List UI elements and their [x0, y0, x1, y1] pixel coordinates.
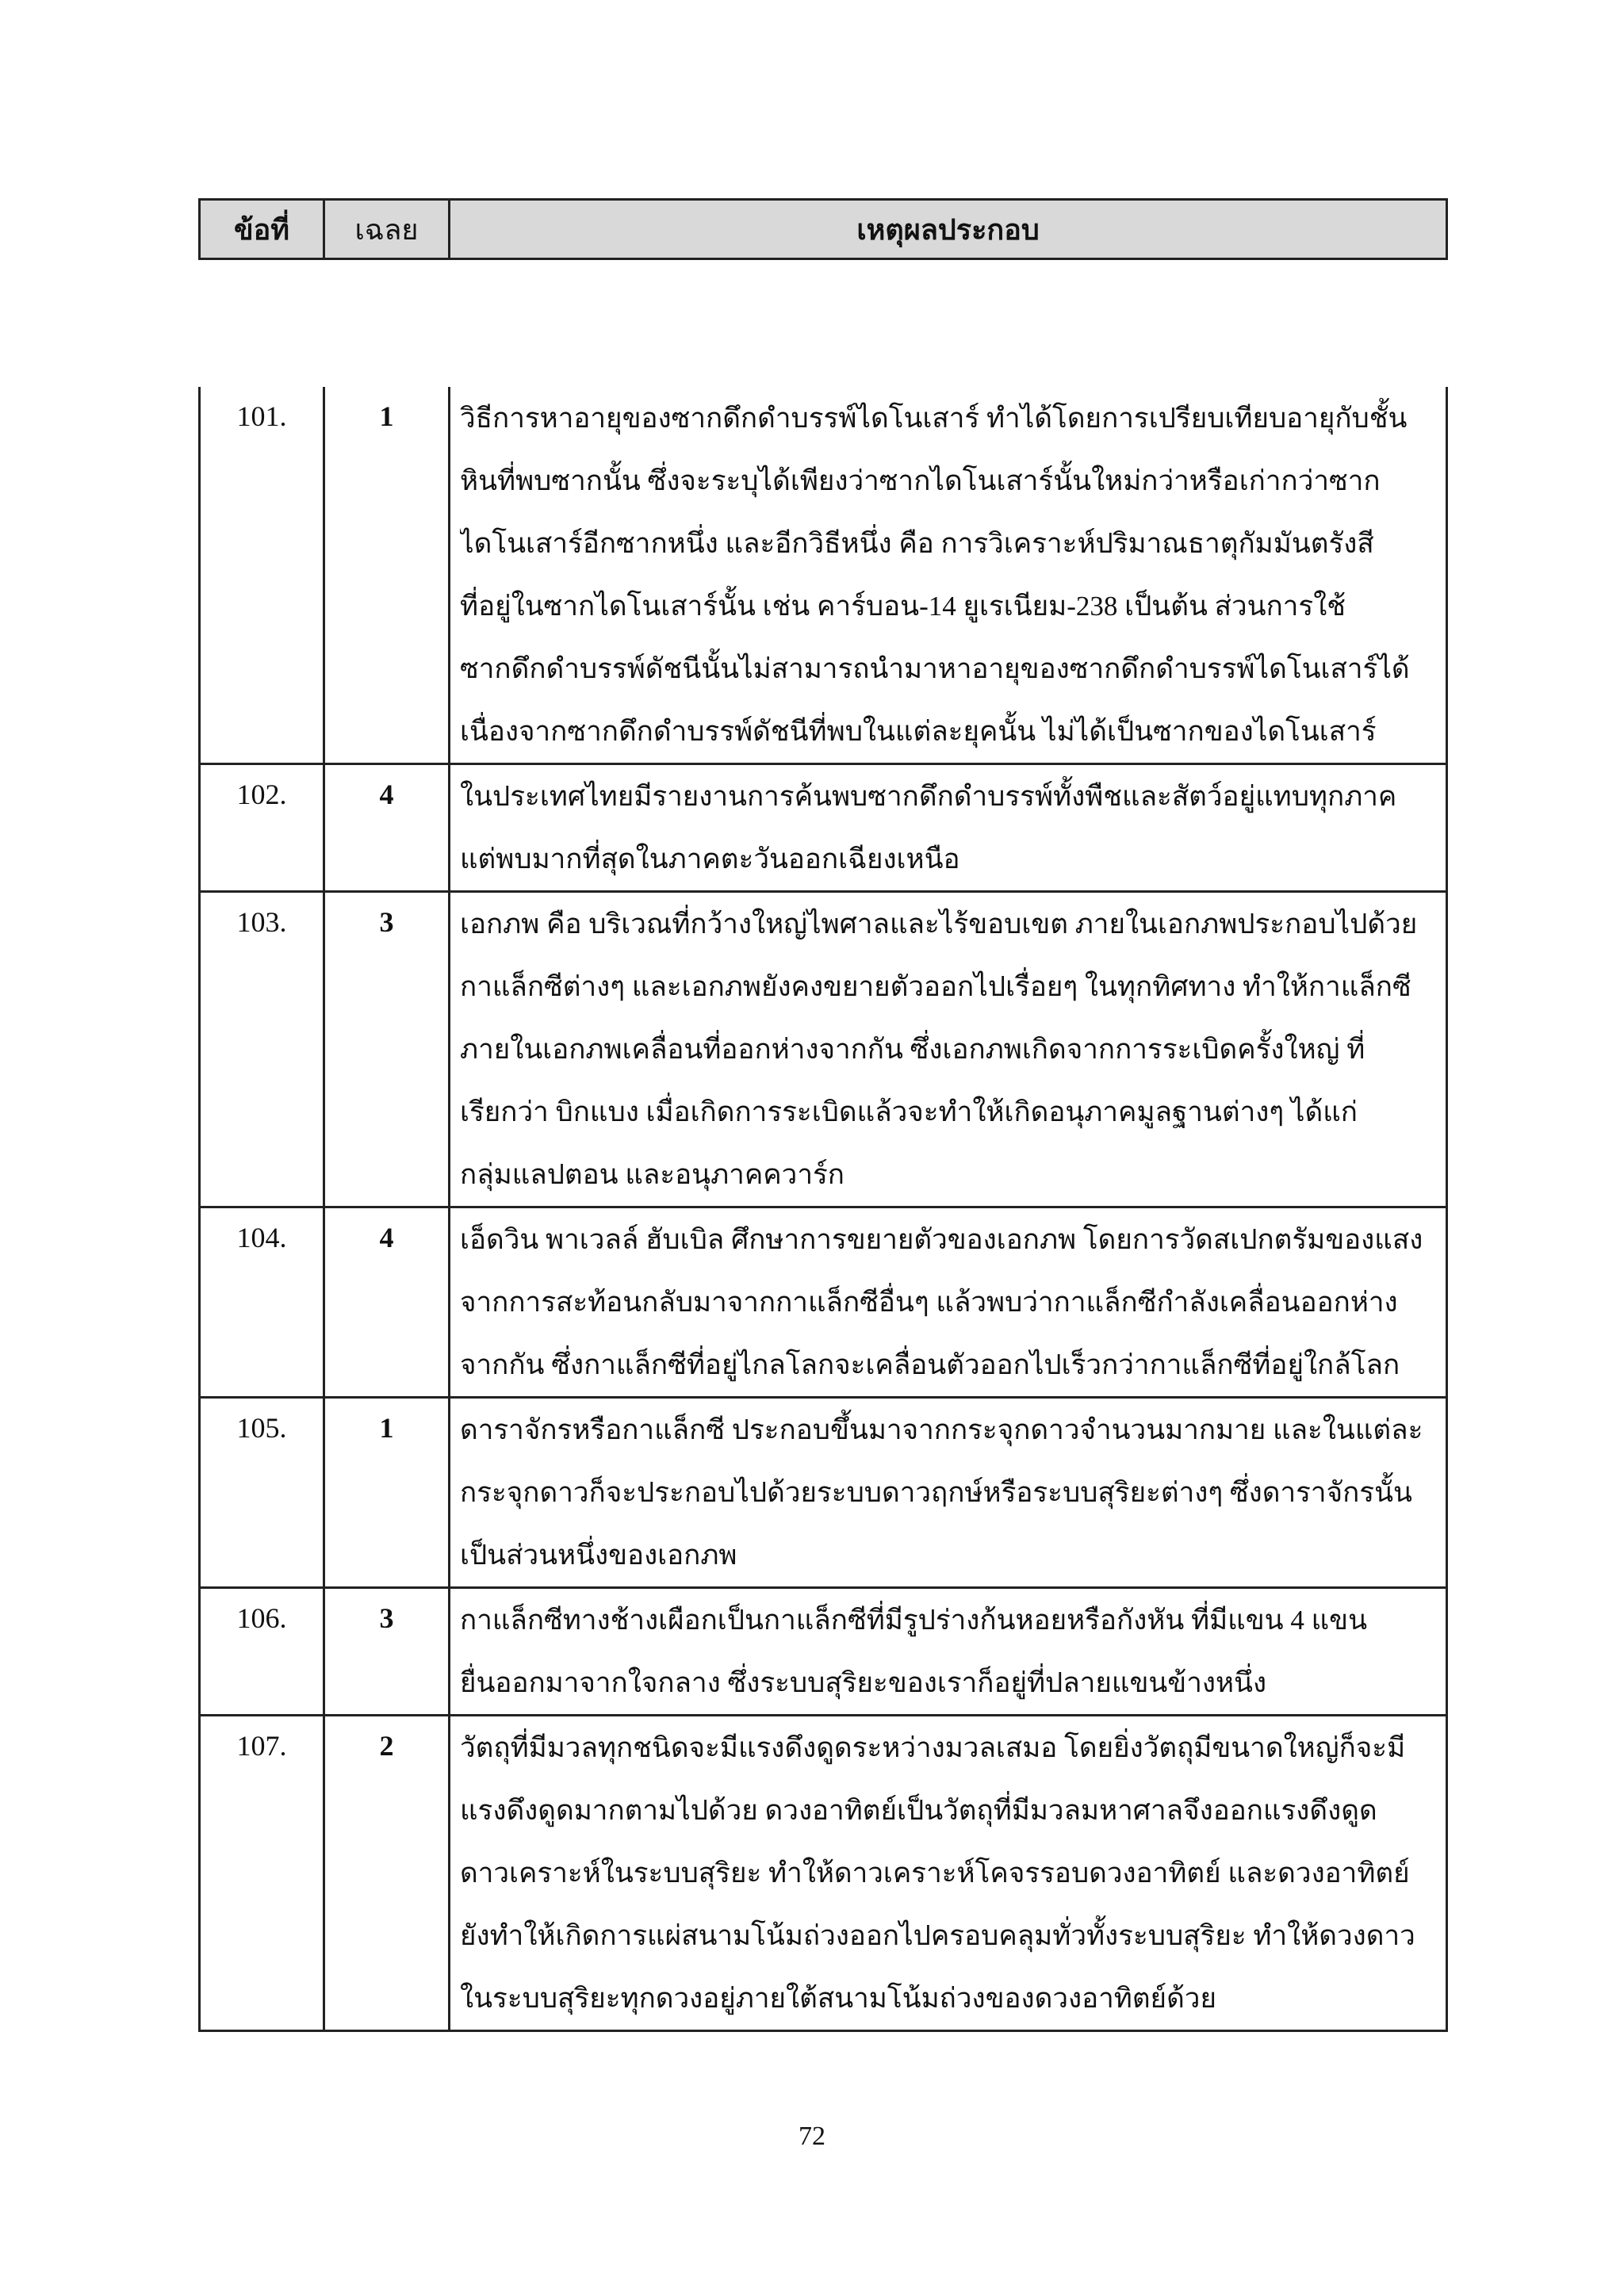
answer-value: 4 [325, 765, 450, 890]
table-row [201, 763, 1446, 890]
reason-line: กลุ่มแลปตอน และอนุภาคควาร์ก [460, 1159, 845, 1190]
reason-line: หินที่พบซากนั้น ซึ่งจะระบุได้เพียงว่าซากไดโนเสาร์นั้นใหม่กว่าหรือเก่ากว่าซาก [460, 465, 1381, 496]
question-number: 104. [201, 1208, 325, 1396]
reason-line: ยื่นออกมาจากใจกลาง ซึ่งระบบสุริยะของเราก็อยู่ที่ปลายแขนข้างหนึ่ง [460, 1667, 1267, 1698]
reason-line: กาแล็กซีต่างๆ และเอกภพยังคงขยายตัวออกไปเรื่อยๆ ในทุกทิศทาง ทำให้กาแล็กซี [460, 971, 1411, 1002]
answer-value: 3 [325, 893, 450, 1206]
table-row [201, 1586, 1446, 1714]
answer-value: 1 [325, 1399, 450, 1586]
reason-line: ดาวเคราะห์ในระบบสุริยะ ทำให้ดาวเคราะห์โคจรรอบดวงอาทิตย์ และดวงอาทิตย์ [460, 1858, 1410, 1888]
reason-line: ยังทำให้เกิดการแผ่สนามโน้มถ่วงออกไปครอบคลุมทั่วทั้งระบบสุริยะ ทำให้ดวงดาว [460, 1920, 1415, 1951]
question-number: 101. [201, 387, 325, 763]
question-number: 103. [201, 893, 325, 1206]
reason-line: วัตถุที่มีมวลทุกชนิดจะมีแรงดึงดูดระหว่างมวลเสมอ โดยยิ่งวัตถุมีขนาดใหญ่ก็จะมี [460, 1732, 1406, 1763]
table-row [201, 387, 1446, 763]
reason-line: ภายในเอกภพเคลื่อนที่ออกห่างจากกัน ซึ่งเอกภพเกิดจากการระเบิดครั้งใหญ่ ที่ [460, 1034, 1365, 1065]
table-row [201, 1396, 1446, 1586]
reason-line: กาแล็กซีทางช้างเผือกเป็นกาแล็กซีที่มีรูปร่างก้นหอยหรือกังหัน ที่มีแขน 4 แขน [460, 1605, 1367, 1636]
answer-value: 4 [325, 1208, 450, 1396]
answer-value: 3 [325, 1589, 450, 1714]
question-number: 105. [201, 1399, 325, 1586]
reason-text [450, 1399, 1446, 1586]
reason-line: เอ็ดวิน พาเวลล์ ฮับเบิล ศึกษาการขยายตัวของเอกภพ โดยการวัดสเปกตรัมของแสง [460, 1224, 1423, 1255]
answer-table [198, 387, 1448, 2032]
question-number: 106. [201, 1589, 325, 1714]
reason-line: เนื่องจากซากดึกดำบรรพ์ดัชนีที่พบในแต่ละยุคนั้น ไม่ได้เป็นซากของไดโนเสาร์ [460, 716, 1377, 747]
reason-text [450, 1589, 1446, 1714]
reason-line: ไดโนเสาร์อีกซากหนึ่ง และอีกวิธีหนึ่ง คือ การวิเคราะห์ปริมาณธาตุกัมมันตรังสี [460, 528, 1374, 559]
page-number: 72 [799, 2122, 825, 2151]
reason-line: เอกภพ คือ บริเวณที่กว้างใหญ่ไพศาลและไร้ขอบเขต ภายในเอกภพประกอบไปด้วย [460, 909, 1418, 939]
reason-line: เป็นส่วนหนึ่งของเอกภพ [460, 1540, 737, 1571]
reason-line: จากการสะท้อนกลับมาจากกาแล็กซีอื่นๆ แล้วพบว่ากาแล็กซีกำลังเคลื่อนออกห่าง [460, 1287, 1398, 1318]
reason-text [450, 1208, 1446, 1396]
reason-line: ที่อยู่ในซากไดโนเสาร์นั้น เช่น คาร์บอน-14 ยูเรเนียม-238 เป็นต้น ส่วนการใช้ [460, 591, 1346, 622]
reason-line: ในระบบสุริยะทุกดวงอยู่ภายใต้สนามโน้มถ่วงของดวงอาทิตย์ด้วย [460, 1983, 1216, 2014]
reason-line: แรงดึงดูดมากตามไปด้วย ดวงอาทิตย์เป็นวัตถุที่มีมวลมหาศาลจึงออกแรงดึงดูด [460, 1795, 1377, 1826]
reason-line: ดาราจักรหรือกาแล็กซี ประกอบขึ้นมาจากกระจุกดาวจำนวนมากมาย และในแต่ละ [460, 1414, 1423, 1445]
reason-text [450, 893, 1446, 1206]
header-number-cell: ข้อที่ [201, 201, 325, 258]
table-row [201, 1714, 1446, 2030]
reason-line: เรียกว่า บิกแบง เมื่อเกิดการระเบิดแล้วจะทำให้เกิดอนุภาคมูลฐานต่างๆ ได้แก่ [460, 1096, 1358, 1127]
reason-line: ในประเทศไทยมีรายงานการค้นพบซากดึกดำบรรพ์ทั้งพืชและสัตว์อยู่แทบทุกภาค [460, 781, 1397, 812]
question-number: 102. [201, 765, 325, 890]
reason-text [450, 765, 1446, 890]
reason-line: จากกัน ซึ่งกาแล็กซีที่อยู่ไกลโลกจะเคลื่อนตัวออกไปเร็วกว่ากาแล็กซีที่อยู่ใกล้โลก [460, 1349, 1400, 1380]
reason-line: แต่พบมากที่สุดในภาคตะวันออกเฉียงเหนือ [460, 844, 960, 874]
reason-line: ซากดึกดำบรรพ์ดัชนีนั้นไม่สามารถนำมาหาอายุของซากดึกดำบรรพ์ไดโนเสาร์ได้ [460, 653, 1410, 684]
reason-text [450, 1716, 1446, 2030]
reason-line: กระจุกดาวก็จะประกอบไปด้วยระบบดาวฤกษ์หรือระบบสุริยะต่างๆ ซึ่งดาราจักรนั้น [460, 1477, 1412, 1508]
table-row [201, 1206, 1446, 1396]
table-row [201, 890, 1446, 1206]
header-table [198, 198, 1448, 260]
reason-line: วิธีการหาอายุของซากดึกดำบรรพ์ไดโนเสาร์ ทำได้โดยการเปรียบเทียบอายุกับชั้น [460, 403, 1408, 434]
reason-text [450, 387, 1446, 763]
header-reason-cell: เหตุผลประกอบ [856, 213, 1040, 246]
answer-value: 2 [325, 1716, 450, 2030]
header-answer-cell: เฉลย [325, 201, 450, 258]
question-number: 107. [201, 1716, 325, 2030]
answer-value: 1 [325, 387, 450, 763]
